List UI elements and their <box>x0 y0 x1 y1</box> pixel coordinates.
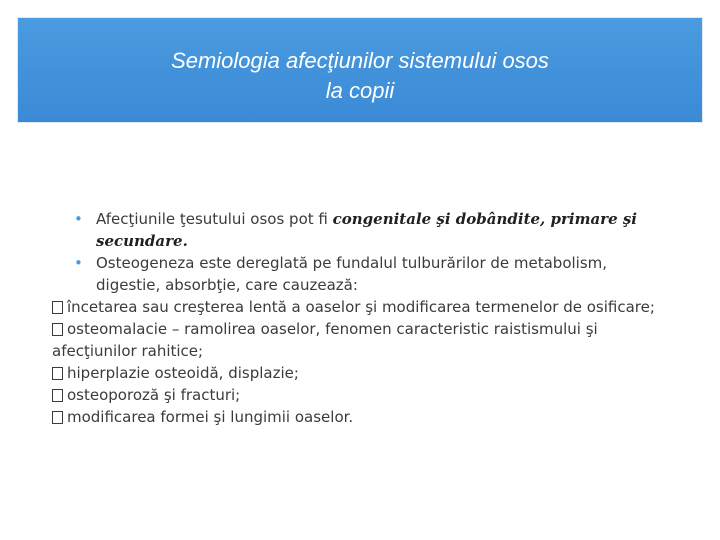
bullet-icon: • <box>74 254 83 272</box>
bullet-item-1 <box>74 208 674 252</box>
slide-title: Semiologia afecţiunilor sistemului osos la copii <box>171 48 549 103</box>
list-item <box>52 318 674 362</box>
checkbox-glyph-icon <box>52 367 63 380</box>
bullet-2-text: Osteogeneza este dereglată pe fundalul tulburărilor de metabolism, digestie, absorbţie, care cauzează: <box>96 254 608 294</box>
checkbox-glyph-icon <box>52 301 63 314</box>
checkbox-glyph-icon <box>52 389 63 402</box>
list-item-text: încetarea sau creşterea lentă a oaselor şi modificarea termenelor de osificare; <box>67 298 655 316</box>
bullet-icon: • <box>74 210 83 228</box>
list-item-text: osteomalacie – ramolirea oaselor, fenomen caracteristic raistismului şi afecţiunilor rahitice; <box>52 320 598 360</box>
checkbox-glyph-icon <box>52 323 63 336</box>
list-item-text: hiperplazie osteoidă, displazie; <box>67 364 299 382</box>
list-item <box>52 362 674 384</box>
slide-content <box>52 208 674 428</box>
checkbox-glyph-icon <box>52 411 63 424</box>
bullet-1-emphasis: congenitale şi dobândite, primare şi secundare. <box>96 210 637 250</box>
list-item-text: osteoporoză şi fracturi; <box>67 386 241 404</box>
list-item <box>52 296 674 318</box>
list-item <box>52 406 674 428</box>
list-item-text: modificarea formei şi lungimii oaselor. <box>67 408 354 426</box>
bullet-1-text: Afecţiunile ţesutului osos pot fi <box>96 210 333 228</box>
bullet-item-2 <box>74 252 674 296</box>
list-item <box>52 384 674 406</box>
title-band <box>18 18 702 122</box>
